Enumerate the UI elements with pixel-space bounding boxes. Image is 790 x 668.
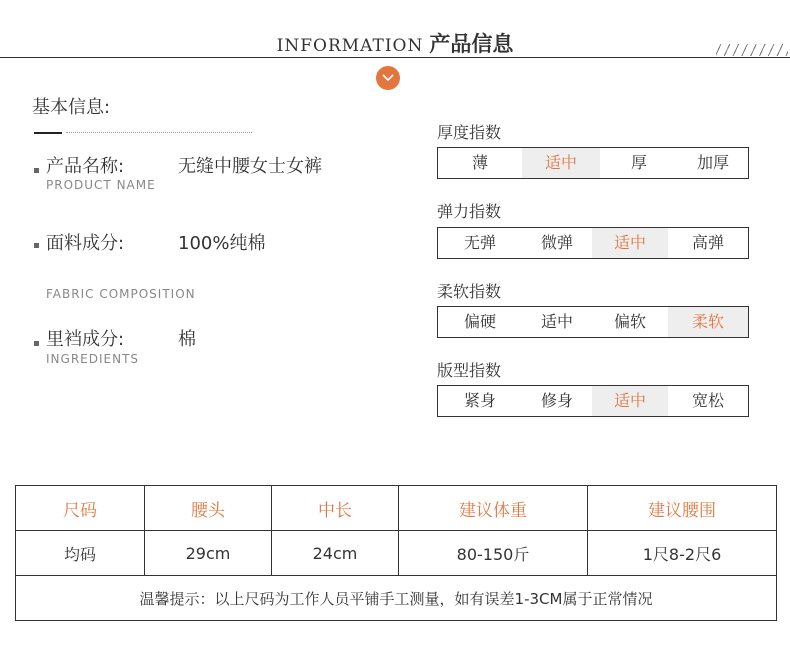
- table-header-cell: 中长: [272, 486, 399, 531]
- elasticity-index-title: 弹力指数: [437, 202, 502, 221]
- scale-option: 高弹: [691, 233, 724, 252]
- basic-info-heading: 基本信息:: [32, 97, 111, 118]
- product-name-value: 无缝中腰女士女裤: [178, 156, 322, 177]
- scale-option: 宽松: [691, 391, 724, 410]
- lining-label: 里裆成分:: [46, 329, 125, 350]
- scale-option-selected: 适中: [592, 386, 668, 416]
- scale-option-selected: 适中: [522, 148, 600, 178]
- table-cell: 均码: [16, 531, 145, 576]
- fit-index-title: 版型指数: [437, 361, 502, 380]
- scale-option: 微弹: [540, 233, 573, 252]
- table-header-row: [16, 486, 777, 531]
- scale-option: 厚: [630, 153, 647, 172]
- header-title-en: INFORMATION: [276, 36, 424, 56]
- softness-index-title: 柔软指数: [437, 282, 502, 301]
- scale-option: 薄: [471, 153, 488, 172]
- product-name-en: PRODUCT NAME: [46, 178, 156, 192]
- fit-index-scale: [437, 385, 749, 417]
- table-note-row: [16, 576, 777, 621]
- table-header-cell: 建议体重: [399, 486, 588, 531]
- scale-option: 偏软: [613, 312, 646, 331]
- lining-value: 棉: [178, 329, 196, 350]
- thickness-index-title: 厚度指数: [437, 123, 502, 142]
- fabric-value: 100%纯棉: [178, 233, 266, 254]
- elasticity-index-scale: [437, 227, 749, 259]
- chevron-down-icon: [376, 66, 400, 90]
- section-header: [0, 28, 790, 58]
- scale-option: 加厚: [696, 153, 729, 172]
- table-cell: 29cm: [145, 531, 272, 576]
- heading-dotted-line: [66, 132, 252, 133]
- table-row: [16, 531, 777, 576]
- scale-option: 修身: [540, 391, 573, 410]
- measurement-note: 温馨提示：以上尺码为工作人员平铺手工测量，如有误差1-3CM属于正常情况: [16, 576, 777, 621]
- table-header-cell: 建议腰围: [588, 486, 777, 531]
- thickness-index-scale: [437, 147, 749, 179]
- header-title-cn: 产品信息: [429, 32, 514, 56]
- table-header-cell: 腰头: [145, 486, 272, 531]
- table-header-cell: 尺码: [16, 486, 145, 531]
- product-name-label: 产品名称:: [46, 156, 125, 177]
- bullet-square: [34, 243, 39, 248]
- lining-en: INGREDIENTS: [46, 352, 140, 366]
- scale-option: 偏硬: [463, 312, 496, 331]
- fabric-label: 面料成分:: [46, 233, 125, 254]
- bullet-square: [34, 341, 39, 346]
- table-cell: 24cm: [272, 531, 399, 576]
- softness-index-scale: [437, 306, 749, 338]
- scale-option-selected: 柔软: [668, 307, 748, 337]
- size-table: [15, 485, 777, 621]
- header-divider: [0, 57, 790, 58]
- scale-option-selected: 适中: [592, 228, 668, 258]
- scale-option: 紧身: [463, 391, 496, 410]
- scale-option: 适中: [540, 312, 573, 331]
- bullet-square: [34, 168, 39, 173]
- scale-option: 无弹: [463, 233, 496, 252]
- hatch-decoration: [716, 44, 788, 56]
- table-cell: 80-150斤: [399, 531, 588, 576]
- fabric-en: FABRIC COMPOSITION: [46, 287, 196, 301]
- table-cell: 1尺8-2尺6: [588, 531, 777, 576]
- heading-underline: [34, 132, 62, 134]
